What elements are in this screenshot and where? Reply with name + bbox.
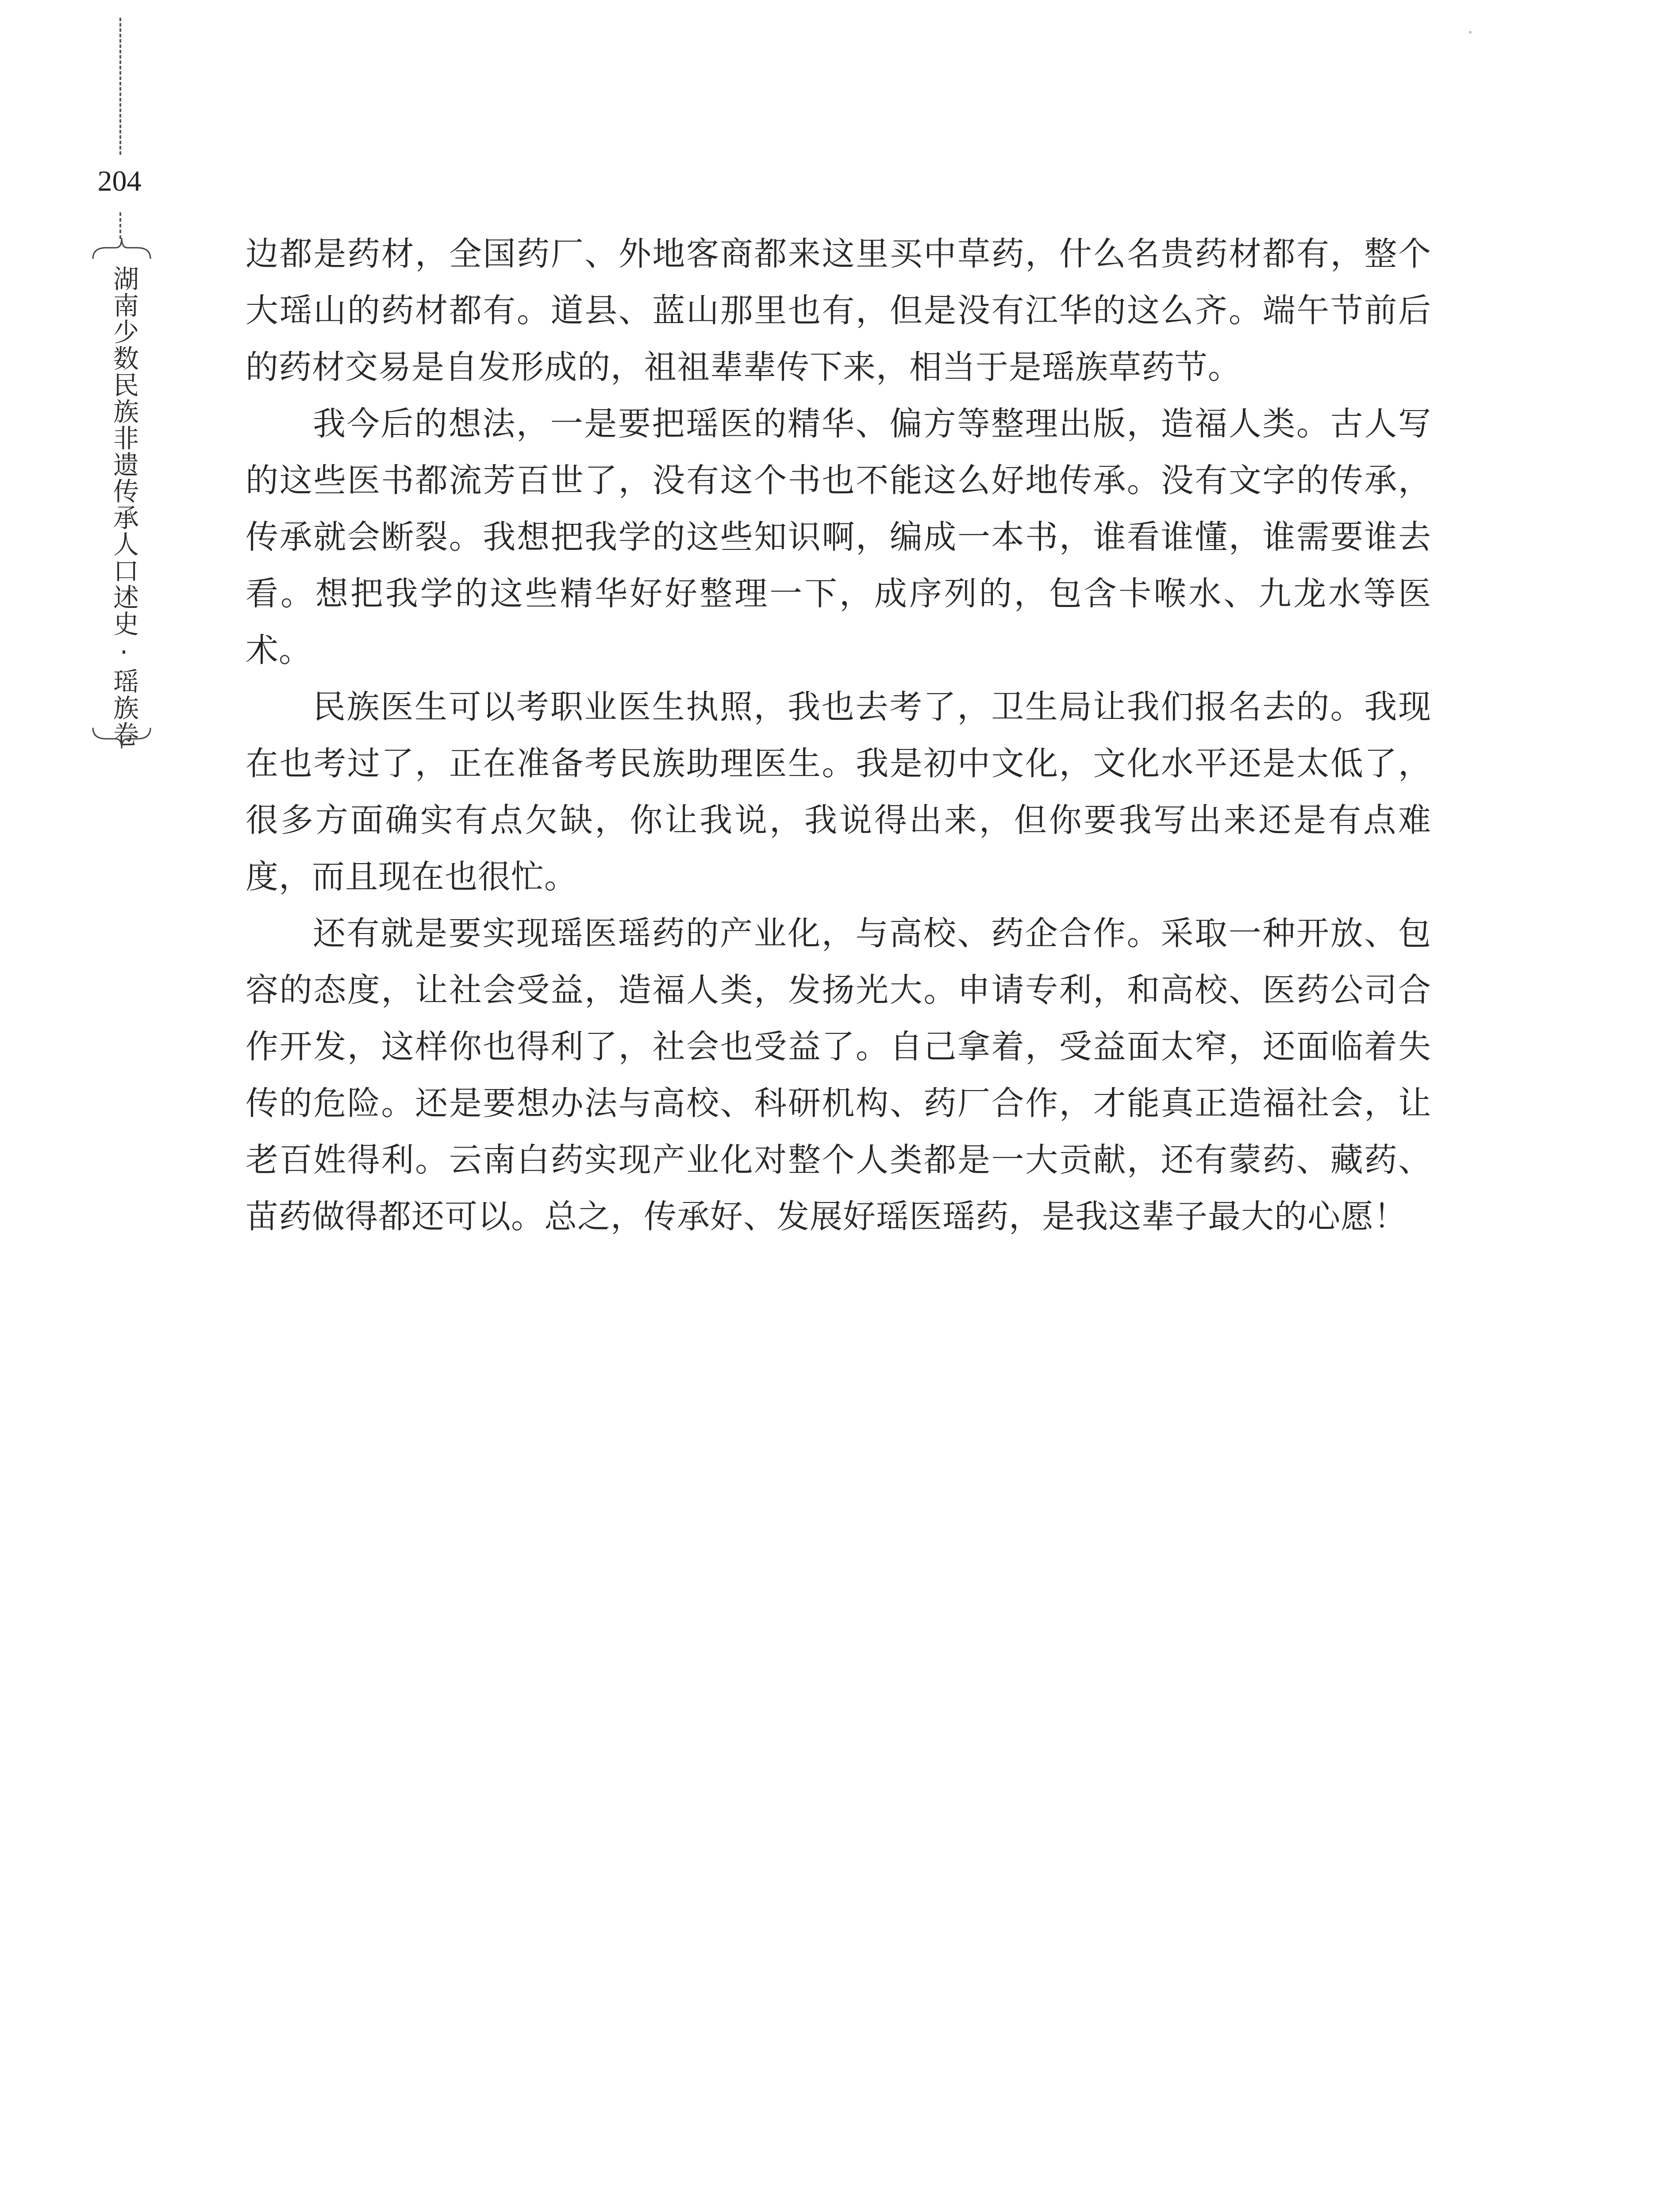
paragraph-3: 民族医生可以考职业医生执照，我也去考了，卫生局让我们报名去的。我现在也考过了，正在准备考民族助理医生。我是初中文化，文化水平还是太低了，很多方面确实有点欠缺，你让我说，我说得出来，但你要我写出来还是有点难度，而且现在也很忙。 xyxy=(246,688,1431,896)
bracket-top-ornament xyxy=(88,234,155,261)
paragraph-4: 还有就是要实现瑶医瑶药的产业化，与高校、药企合作。采取一种开放、包容的态度，让社会受益，造福人类，发扬光大。申请专利，和高校、医药公司合作开发，这样你也得利了，社会也受益了。自己拿着，受益面太窄，还面临着失传的危险。还是要想办法与高校、科研机构、药厂合作，才能真正造福社会，让老百姓得利。云南白药实现产业化对整个人类都是一大贡献，还有蒙药、藏药、苗药做得都还可以。总之，传承好、发展好瑶医瑶药，是我这辈子最大的心愿！ xyxy=(246,914,1431,1236)
page-number: 204 xyxy=(97,165,142,197)
body-text xyxy=(246,226,1431,1245)
scan-speck xyxy=(1469,31,1472,34)
margin-dashed-rule-top xyxy=(119,18,121,155)
paragraph-1: 边都是药材，全国药厂、外地客商都来这里买中草药，什么名贵药材都有，整个大瑶山的药材都有。道县、蓝山那里也有，但是没有江华的这么齐。端午节前后的药材交易是自发形成的，祖祖辈辈传下来，相当于是瑶族草药节。 xyxy=(246,235,1431,386)
running-head-series-title xyxy=(88,234,155,752)
paragraph-2: 我今后的想法，一是要把瑶医的精华、偏方等整理出版，造福人类。古人写的这些医书都流芳百世了，没有这个书也不能这么好地传承。没有文字的传承，传承就会断裂。我想把我学的这些知识啊，编成一本书，谁看谁懂，谁需要谁去看。想把我学的这些精华好好整理一下，成序列的，包含卡喉水、九龙水等医术。 xyxy=(246,405,1431,669)
series-title: 湖南少数民族非遗传承人口述史·瑶族卷 xyxy=(109,265,139,748)
bracket-bottom-ornament xyxy=(88,726,155,752)
